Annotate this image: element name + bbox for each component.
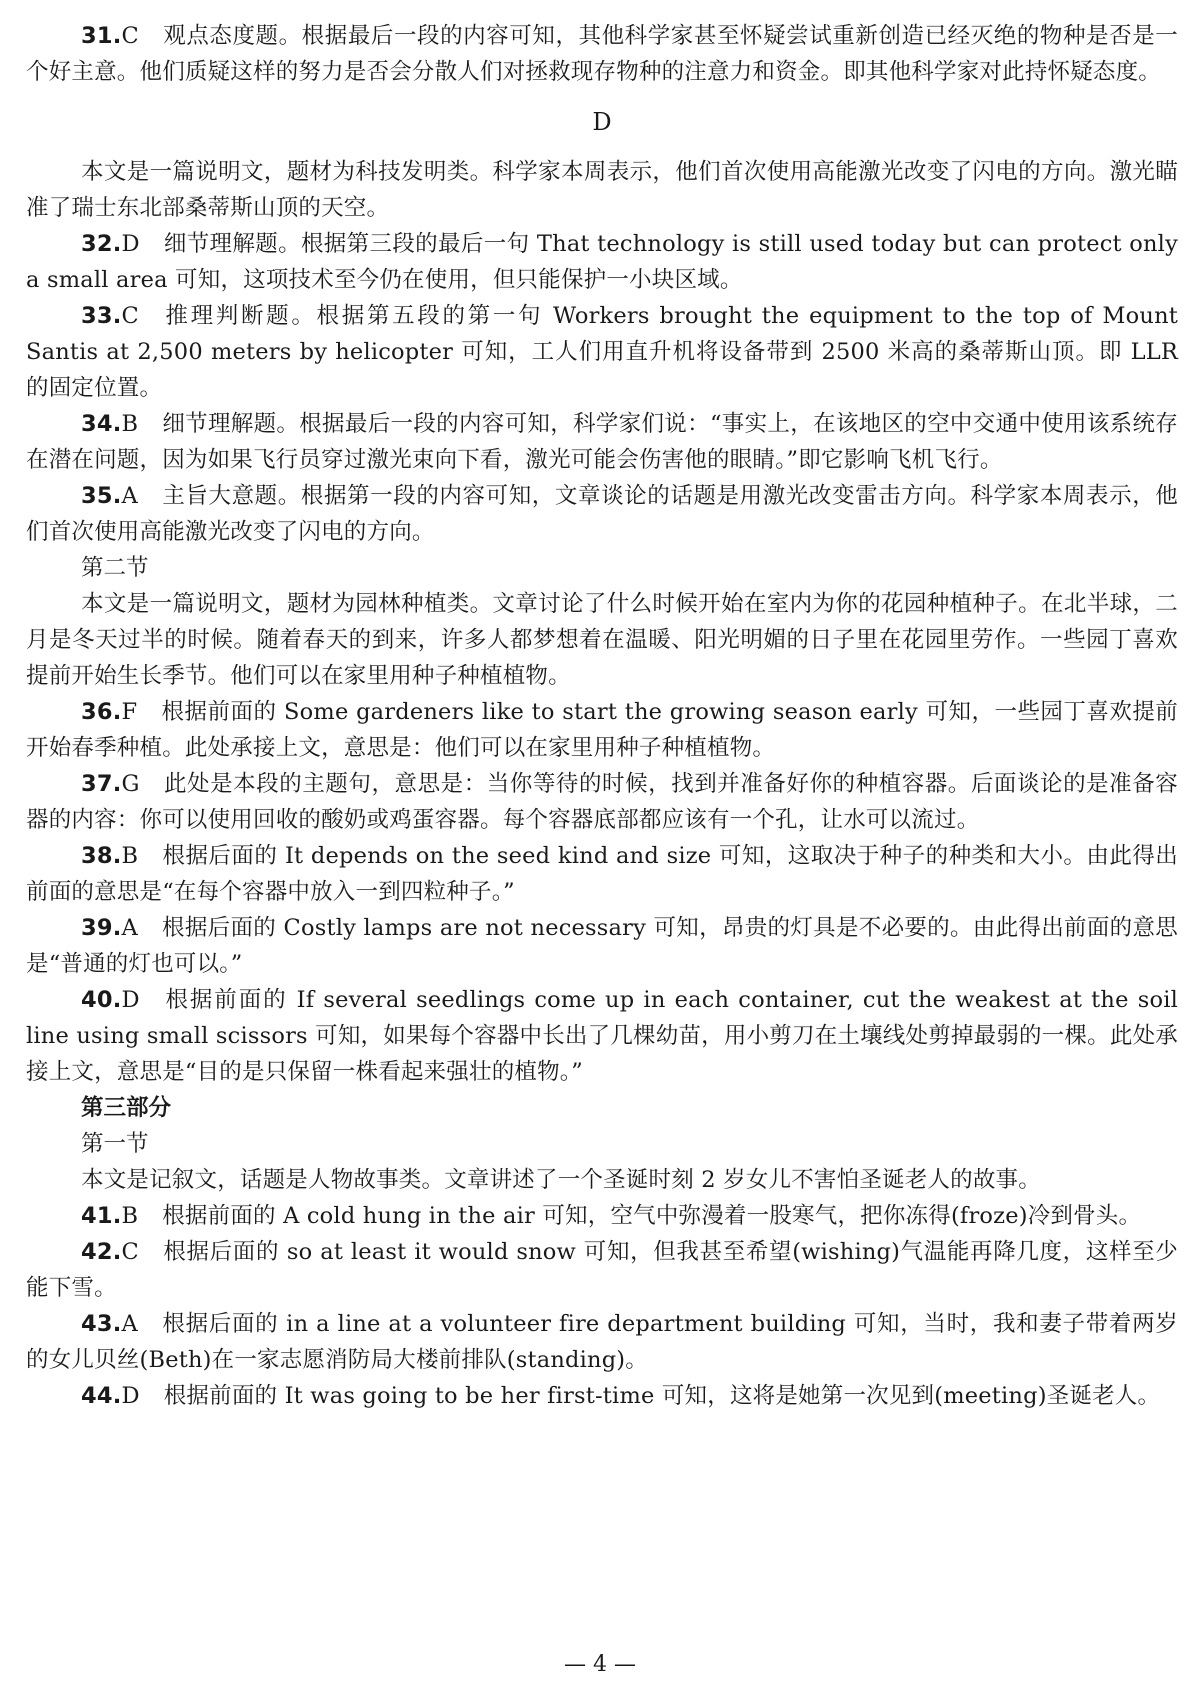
answer-letter: C [121,1239,139,1265]
answer-item-38 [26,838,1178,910]
section-heading-part3-sec1: 第一节 [81,1131,149,1157]
explanation-text: 根据后面的 in a line at a volunteer fire department building 可知，当时，我和妻子带着两岁的女儿贝丝(Beth)在一家志愿消防局大楼前排队(standing)。 [26,1311,1178,1373]
question-number: 31. [81,23,122,49]
question-number: 41. [81,1203,122,1229]
answer-letter: A [121,915,138,941]
question-number: 36. [81,699,122,725]
passage-part3-intro: 本文是记叙文，话题是人物故事类。文章讲述了一个圣诞时刻 2 岁女儿不害怕圣诞老人的故事。 [81,1167,1041,1193]
explanation-text: 主旨大意题。根据第一段的内容可知，文章谈论的话题是用激光改变雷击方向。科学家本周表示，他们首次使用高能激光改变了闪电的方向。 [26,483,1178,545]
section-heading-part3: 第三部分 [81,1095,172,1121]
answer-item-41 [26,1198,1178,1234]
answer-item-32 [26,226,1178,298]
answer-letter: C [121,303,139,329]
answer-item-42 [26,1234,1178,1306]
answer-letter: A [121,483,138,509]
answer-letter: B [121,411,139,437]
section-letter-d: D [592,108,612,136]
answer-item-35 [26,478,1178,550]
explanation-text: 根据后面的 It depends on the seed kind and size 可知，这取决于种子的种类和大小。由此得出前面的意思是“在每个容器中放入一到四粒种子。” [26,843,1178,905]
question-number: 39. [81,915,122,941]
answer-item-37 [26,766,1178,838]
answer-letter: D [121,987,140,1013]
explanation-text: 细节理解题。根据第三段的最后一句 That technology is still used today but can protect only a small area 可知，这项技术至今仍在使用，但只能保护一小块区域。 [26,231,1178,293]
question-number: 43. [81,1311,122,1337]
passage-d-intro: 本文是一篇说明文，题材为科技发明类。科学家本周表示，他们首次使用高能激光改变了闪电的方向。激光瞄准了瑞士东北部桑蒂斯山顶的天空。 [26,159,1178,221]
answer-item-44 [26,1378,1178,1414]
answer-item-33 [26,298,1178,406]
explanation-text: 根据前面的 A cold hung in the air 可知，空气中弥漫着一股寒气，把你冻得(froze)冷到骨头。 [162,1203,1142,1229]
explanation-text: 细节理解题。根据最后一段的内容可知，科学家们说：“事实上，在该地区的空中交通中使用该系统存在潜在问题，因为如果飞行员穿过激光束向下看，激光可能会伤害他的眼睛。”即它影响飞机飞行。 [26,411,1178,473]
question-number: 32. [81,231,122,257]
explanation-text: 根据前面的 If several seedlings come up in each container, cut the weakest at the soil line using small scissors 可知，如果每个容器中长出了几棵幼苗，用小剪刀在土壤线处剪掉最弱的一棵。此处承接上文，意思是“目的是只保留一株看起来强壮的植物。” [26,987,1178,1085]
question-number: 42. [81,1239,122,1265]
question-number: 34. [81,411,122,437]
question-number: 40. [81,987,122,1013]
answer-letter: A [121,1311,138,1337]
answer-letter: B [121,1203,139,1229]
question-number: 44. [81,1383,122,1409]
page-number: — 4 — [564,1652,636,1677]
explanation-text: 根据后面的 so at least it would snow 可知，但我甚至希望(wishing)气温能再降几度，这样至少能下雪。 [26,1239,1178,1301]
answer-letter: D [121,231,140,257]
answer-letter: B [121,843,139,869]
explanation-text: 根据前面的 Some gardeners like to start the growing season early 可知，一些园丁喜欢提前开始春季种植。此处承接上文，意思是：他们可以在家里用种子种植植物。 [26,699,1178,761]
answer-item-36 [26,694,1178,766]
answer-letter: C [121,23,139,49]
answer-item-39 [26,910,1178,982]
answer-item-43 [26,1306,1178,1378]
explanation-text: 观点态度题。根据最后一段的内容可知，其他科学家甚至怀疑尝试重新创造已经灭绝的物种是否是一个好主意。他们质疑这样的努力是否会分散人们对拯救现存物种的注意力和资金。即其他科学家对此持怀疑态度。 [26,23,1178,85]
answer-item-40 [26,982,1178,1090]
explanation-text: 根据后面的 Costly lamps are not necessary 可知，昂贵的灯具是不必要的。由此得出前面的意思是“普通的灯也可以。” [26,915,1178,977]
explanation-text: 推理判断题。根据第五段的第一句 Workers brought the equipment to the top of Mount Santis at 2,500 meters by helicopter 可知，工人们用直升机将设备带到 2500 米高的桑蒂斯山顶。即 LLR 的固定位置。 [26,303,1178,401]
question-number: 37. [81,771,122,797]
answer-item-31 [26,18,1178,90]
answer-item-34 [26,406,1178,478]
answer-letter: F [121,699,138,725]
explanation-text: 此处是本段的主题句，意思是：当你等待的时候，找到并准备好你的种植容器。后面谈论的是准备容器的内容：你可以使用回收的酸奶或鸡蛋容器。每个容器底部都应该有一个孔，让水可以流过。 [26,771,1178,833]
section-heading-part2-sec2: 第二节 [81,555,149,581]
answer-key-page [26,18,1178,1414]
answer-letter: D [121,1383,140,1409]
explanation-text: 根据前面的 It was going to be her first-time 可知，这将是她第一次见到(meeting)圣诞老人。 [163,1383,1161,1409]
answer-letter: G [121,771,140,797]
passage-sec2-intro: 本文是一篇说明文，题材为园林种植类。文章讨论了什么时候开始在室内为你的花园种植种子。在北半球，二月是冬天过半的时候。随着春天的到来，许多人都梦想着在温暖、阳光明媚的日子里在花园里劳作。一些园丁喜欢提前开始生长季节。他们可以在家里用种子种植植物。 [26,591,1178,689]
question-number: 38. [81,843,122,869]
question-number: 33. [81,303,122,329]
question-number: 35. [81,483,122,509]
